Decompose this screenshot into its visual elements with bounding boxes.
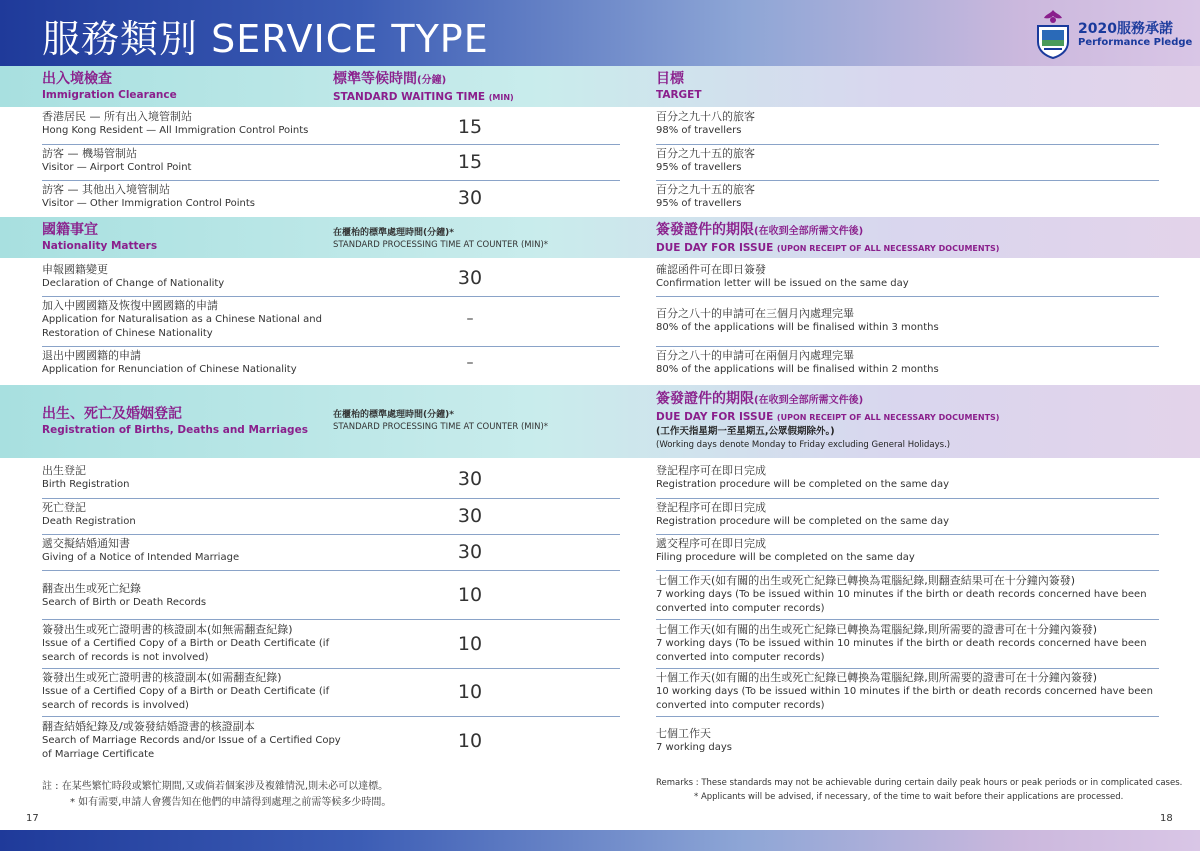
divider	[656, 296, 1159, 297]
row-label-zh: 加入中國國籍及恢復中國國籍的申請	[42, 299, 218, 312]
divider	[656, 570, 1159, 571]
due-day-heading-en: DUE DAY FOR ISSUE	[656, 242, 774, 254]
row-target-en: 98% of travellers	[656, 125, 742, 136]
divider	[42, 716, 620, 717]
row-label-en: Visitor — Airport Control Point	[42, 162, 192, 173]
processing-time-heading-en: STANDARD PROCESSING TIME AT COUNTER (MIN)*	[333, 240, 549, 250]
row-label-en: Declaration of Change of Nationality	[42, 278, 225, 289]
nationality-heading-band	[0, 217, 1200, 258]
row-label-zh: 遞交擬結婚通知書	[42, 537, 130, 550]
registration-heading-zh: 出生、死亡及婚姻登記	[42, 406, 182, 422]
row-label-en: Application for Naturalisation as a Chinese National and Restoration of Chinese Nationality	[42, 314, 322, 339]
nationality-heading-en: Nationality Matters	[42, 240, 158, 252]
row-label-en: Giving of a Notice of Intended Marriage	[42, 552, 240, 563]
row-target-en: Registration procedure will be completed on the same day	[656, 516, 950, 527]
row-target-zh: 七個工作天(如有關的出生或死亡紀錄已轉換為電腦紀錄,則所需要的證書可在十分鐘內簽發)	[656, 623, 1098, 636]
immigration-department-logo-icon	[1032, 8, 1074, 60]
divider	[656, 180, 1159, 181]
row-time: 30	[457, 267, 483, 289]
row-target-en: 10 working days (To be issued within 10 minutes if the birth or death records concerned have been converted into computer records)	[656, 686, 1153, 711]
row-target-zh: 百分之八十的申請可在兩個月內處理完畢	[656, 349, 854, 362]
divider	[42, 346, 620, 347]
immigration-heading-zh: 出入境檢查	[42, 71, 112, 87]
divider	[656, 498, 1159, 499]
row-target-zh: 遞交程序可在即日完成	[656, 537, 766, 550]
divider	[42, 570, 620, 571]
due-day-note-zh: (在收到全部所需文件後)	[754, 226, 864, 237]
divider	[656, 534, 1159, 535]
row-time: 30	[457, 505, 483, 527]
row-label-zh: 香港居民 — 所有出入境管制站	[42, 110, 192, 123]
row-label-zh: 訪客 — 其他出入境管制站	[42, 183, 170, 196]
row-label-en: Death Registration	[42, 516, 136, 527]
row-time: –	[466, 311, 474, 327]
row-target-en: 7 working days (To be issued within 10 minutes if the birth or death records concerned have been converted into computer records)	[656, 589, 1147, 614]
due-day-note-zh: (在收到全部所需文件後)	[754, 395, 864, 406]
row-target-zh: 登記程序可在即日完成	[656, 501, 766, 514]
immigration-heading-en: Immigration Clearance	[42, 89, 177, 101]
registration-heading-en: Registration of Births, Deaths and Marriages	[42, 424, 308, 436]
page-title: 服務類別 SERVICE TYPE	[42, 17, 489, 61]
row-target-en: 7 working days (To be issued within 10 minutes if the birth or death records concerned have been converted into computer records)	[656, 638, 1147, 663]
divider	[42, 619, 620, 620]
row-label-zh: 簽發出生或死亡證明書的核證副本(如無需翻查紀錄)	[42, 623, 293, 636]
divider	[42, 180, 620, 181]
divider	[42, 296, 620, 297]
divider	[656, 619, 1159, 620]
footnote-remarks-zh: 註 : 在某些繁忙時段或繁忙期間,又或倘若個案涉及複雜情況,則未必可以達標。	[42, 781, 389, 792]
row-target-zh: 百分之九十五的旅客	[656, 147, 755, 160]
pledge-year: 2020服務承諾	[1078, 21, 1173, 37]
due-day-heading-zh: 簽發證件的期限	[656, 222, 754, 238]
row-target-en: Registration procedure will be completed on the same day	[656, 479, 950, 490]
page-number-left: 17	[26, 813, 39, 824]
row-target-en: 95% of travellers	[656, 198, 742, 209]
divider	[656, 144, 1159, 145]
divider	[42, 144, 620, 145]
row-time: 15	[457, 116, 483, 138]
row-label-zh: 申報國籍變更	[42, 263, 108, 276]
footer-bar	[0, 830, 1200, 851]
divider	[656, 346, 1159, 347]
row-label-en: Birth Registration	[42, 479, 130, 490]
row-time: 10	[457, 730, 483, 752]
divider	[42, 668, 620, 669]
row-target-en: 7 working days	[656, 742, 732, 753]
row-label-en: Visitor — Other Immigration Control Points	[42, 198, 255, 209]
row-time: 10	[457, 584, 483, 606]
divider	[42, 534, 620, 535]
due-day-note-en: (UPON RECEIPT OF ALL NECESSARY DOCUMENTS)	[776, 244, 1000, 253]
due-day-note-en: (UPON RECEIPT OF ALL NECESSARY DOCUMENTS)	[776, 413, 1000, 422]
row-target-en: 80% of the applications will be finalised within 3 months	[656, 322, 939, 333]
pledge-en: Performance Pledge	[1078, 37, 1193, 48]
footnote-remarks-en: Remarks : These standards may not be achievable during certain daily peak hours or peak periods or in complicated cases.	[656, 778, 1183, 788]
target-heading-zh: 目標	[656, 71, 684, 87]
row-time: 30	[457, 541, 483, 563]
row-label-zh: 出生登記	[42, 464, 86, 477]
row-label-zh: 簽發出生或死亡證明書的核證副本(如需翻查紀錄)	[42, 671, 282, 684]
row-target-en: 80% of the applications will be finalised within 2 months	[656, 364, 939, 375]
performance-pledge-badge	[1078, 22, 1192, 48]
row-target-zh: 百分之九十八的旅客	[656, 110, 755, 123]
row-time: 30	[457, 187, 483, 209]
waiting-time-unit-en: (MIN)	[488, 93, 514, 102]
processing-time-heading-en: STANDARD PROCESSING TIME AT COUNTER (MIN)*	[333, 422, 549, 432]
processing-time-heading-zh: 在櫃枱的標準處理時間(分鐘)*	[333, 410, 454, 420]
row-label-zh: 翻查出生或死亡紀錄	[42, 582, 141, 595]
divider	[42, 498, 620, 499]
row-time: 10	[457, 681, 483, 703]
row-target-zh: 登記程序可在即日完成	[656, 464, 766, 477]
target-heading-en: TARGET	[656, 89, 702, 101]
row-target-zh: 七個工作天(如有關的出生或死亡紀錄已轉換為電腦紀錄,則翻查結果可在十分鐘內簽發)	[656, 574, 1076, 587]
row-target-zh: 十個工作天(如有關的出生或死亡紀錄已轉換為電腦紀錄,則所需要的證書可在十分鐘內簽發)	[656, 671, 1098, 684]
row-target-en: 95% of travellers	[656, 162, 742, 173]
waiting-time-heading-en: STANDARD WAITING TIME	[333, 91, 486, 103]
row-label-zh: 翻查結婚紀錄及/或簽發結婚證書的核證副本	[42, 720, 255, 733]
page-number-right: 18	[1160, 813, 1173, 824]
working-days-note-zh: (工作天指星期一至星期五,公眾假期除外。)	[656, 426, 835, 437]
due-day-heading-zh: 簽發證件的期限	[656, 391, 754, 407]
row-label-zh: 死亡登記	[42, 501, 86, 514]
row-time: 10	[457, 633, 483, 655]
row-time: –	[466, 355, 474, 371]
waiting-time-heading-zh: 標準等候時間	[333, 71, 417, 87]
row-target-zh: 確認函件可在即日簽發	[656, 263, 766, 276]
row-label-en: Issue of a Certified Copy of a Birth or Death Certificate (if search of records is not involved)	[42, 638, 330, 663]
row-label-zh: 訪客 — 機場管制站	[42, 147, 137, 160]
waiting-time-unit-zh: (分鐘)	[417, 75, 447, 86]
divider	[656, 668, 1159, 669]
row-label-en: Search of Birth or Death Records	[42, 597, 207, 608]
registration-heading-band	[0, 385, 1200, 458]
row-target-en: Filing procedure will be completed on the same day	[656, 552, 915, 563]
processing-time-heading-zh: 在櫃枱的標準處理時間(分鐘)*	[333, 228, 454, 238]
row-label-en: Hong Kong Resident — All Immigration Control Points	[42, 125, 309, 136]
nationality-heading-zh: 國籍事宜	[42, 222, 98, 238]
working-days-note-en: (Working days denote Monday to Friday excluding General Holidays.)	[656, 440, 951, 450]
footnote-asterisk-en: * Applicants will be advised, if necessary, of the time to wait before their applications are processed.	[694, 792, 1124, 802]
row-label-en: Application for Renunciation of Chinese Nationality	[42, 364, 297, 375]
footnote-asterisk-zh: * 如有需要,申請人會獲告知在他們的申請得到處理之前需等候多少時間。	[70, 797, 392, 808]
row-target-zh: 七個工作天	[656, 727, 711, 740]
divider	[656, 716, 1159, 717]
row-label-en: Search of Marriage Records and/or Issue of a Certified Copy of Marriage Certificate	[42, 735, 341, 760]
row-label-en: Issue of a Certified Copy of a Birth or Death Certificate (if search of records is involved)	[42, 686, 330, 711]
due-day-heading-en: DUE DAY FOR ISSUE	[656, 411, 774, 423]
immigration-heading-band	[0, 66, 1200, 107]
row-target-zh: 百分之九十五的旅客	[656, 183, 755, 196]
row-label-zh: 退出中國國籍的申請	[42, 349, 141, 362]
row-time: 15	[457, 151, 483, 173]
row-target-zh: 百分之八十的申請可在三個月內處理完畢	[656, 307, 854, 320]
row-time: 30	[457, 468, 483, 490]
row-target-en: Confirmation letter will be issued on the same day	[656, 278, 909, 289]
